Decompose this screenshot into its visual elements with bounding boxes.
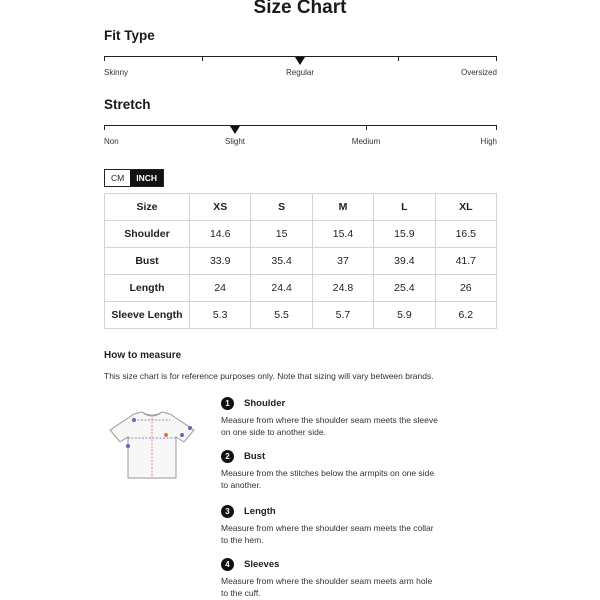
stretch-label-medium: Medium xyxy=(351,137,381,146)
fit-selected-marker-icon xyxy=(295,57,305,65)
fit-type-title: Fit Type xyxy=(104,28,155,43)
measure-item-name: Sleeves xyxy=(244,559,280,570)
table-cell: 6.2 xyxy=(435,302,496,329)
scale-tick xyxy=(104,125,105,130)
number-badge: 1 xyxy=(221,397,234,410)
table-row xyxy=(105,221,497,248)
table-cell: 33.9 xyxy=(190,248,251,275)
how-to-measure-note: This size chart is for reference purposes only. Note that sizing will vary between brands. xyxy=(104,371,434,381)
table-cell: 5.7 xyxy=(312,302,373,329)
stretch-label-slight: Slight xyxy=(224,137,246,146)
table-cell: 41.7 xyxy=(435,248,496,275)
row-label: Shoulder xyxy=(105,221,190,248)
fit-label-skinny: Skinny xyxy=(104,68,129,77)
size-table xyxy=(104,193,497,329)
scale-tick xyxy=(496,125,497,130)
measure-item-description: Measure from where the shoulder seam meets arm hole to the cuff. xyxy=(221,576,433,598)
sleeve-point-icon xyxy=(188,426,192,430)
table-cell: 15.4 xyxy=(312,221,373,248)
sleeve-point-icon xyxy=(180,433,184,437)
table-cell: 14.6 xyxy=(190,221,251,248)
number-badge: 3 xyxy=(221,505,234,518)
number-badge: 2 xyxy=(221,450,234,463)
table-header-row xyxy=(105,194,497,221)
table-cell: 37 xyxy=(312,248,373,275)
stretch-label-high: High xyxy=(480,137,497,146)
table-header-cell: XS xyxy=(190,194,251,221)
number-badge: 4 xyxy=(221,558,234,571)
scale-tick xyxy=(366,125,367,130)
table-header-cell: Size xyxy=(105,194,190,221)
bust-point-icon xyxy=(126,444,130,448)
how-to-measure-title: How to measure xyxy=(104,350,182,361)
unit-inch-button[interactable]: INCH xyxy=(130,170,163,186)
page-title: Size Chart xyxy=(253,0,347,18)
table-cell: 16.5 xyxy=(435,221,496,248)
measure-item-description: Measure from where the shoulder seam meets the sleeve on one side to another side. xyxy=(221,415,438,437)
stretch-title: Stretch xyxy=(104,97,151,112)
table-cell: 26 xyxy=(435,275,496,302)
table-cell: 39.4 xyxy=(374,248,435,275)
table-row xyxy=(105,248,497,275)
fit-label-oversized: Oversized xyxy=(460,68,497,77)
table-cell: 15 xyxy=(251,221,312,248)
stretch-scale xyxy=(104,125,497,155)
shoulder-point-icon xyxy=(132,418,136,422)
table-cell: 15.9 xyxy=(374,221,435,248)
length-point-icon xyxy=(164,433,168,437)
tshirt-diagram-icon xyxy=(104,410,200,480)
measure-item-description: Measure from the stitches below the armpits on one side to another. xyxy=(221,468,435,490)
measure-item-name: Shoulder xyxy=(244,398,286,409)
scale-tick xyxy=(496,56,497,61)
measure-item-name: Length xyxy=(244,506,276,517)
scale-tick xyxy=(202,56,203,61)
row-label: Sleeve Length xyxy=(105,302,190,329)
table-cell: 5.3 xyxy=(190,302,251,329)
stretch-label-non: Non xyxy=(104,137,119,146)
scale-tick xyxy=(398,56,399,61)
table-cell: 24.8 xyxy=(312,275,373,302)
scale-tick xyxy=(104,56,105,61)
table-cell: 5.5 xyxy=(251,302,312,329)
table-cell: 35.4 xyxy=(251,248,312,275)
table-header-cell: L xyxy=(374,194,435,221)
row-label: Bust xyxy=(105,248,190,275)
measure-item-name: Bust xyxy=(244,451,266,462)
table-header-cell: XL xyxy=(435,194,496,221)
unit-cm-button[interactable]: CM xyxy=(105,170,130,186)
table-cell: 24.4 xyxy=(251,275,312,302)
measure-item-description: Measure from where the shoulder seam meets the collar to the hem. xyxy=(221,523,434,545)
row-label: Length xyxy=(105,275,190,302)
table-header-cell: S xyxy=(251,194,312,221)
table-cell: 25.4 xyxy=(374,275,435,302)
fit-type-scale xyxy=(104,56,497,86)
scale-line xyxy=(104,125,497,126)
unit-toggle xyxy=(104,169,164,187)
table-row xyxy=(105,302,497,329)
table-row xyxy=(105,275,497,302)
table-cell: 24 xyxy=(190,275,251,302)
fit-label-regular: Regular xyxy=(285,68,315,77)
stretch-selected-marker-icon xyxy=(230,126,240,134)
table-cell: 5.9 xyxy=(374,302,435,329)
table-header-cell: M xyxy=(312,194,373,221)
